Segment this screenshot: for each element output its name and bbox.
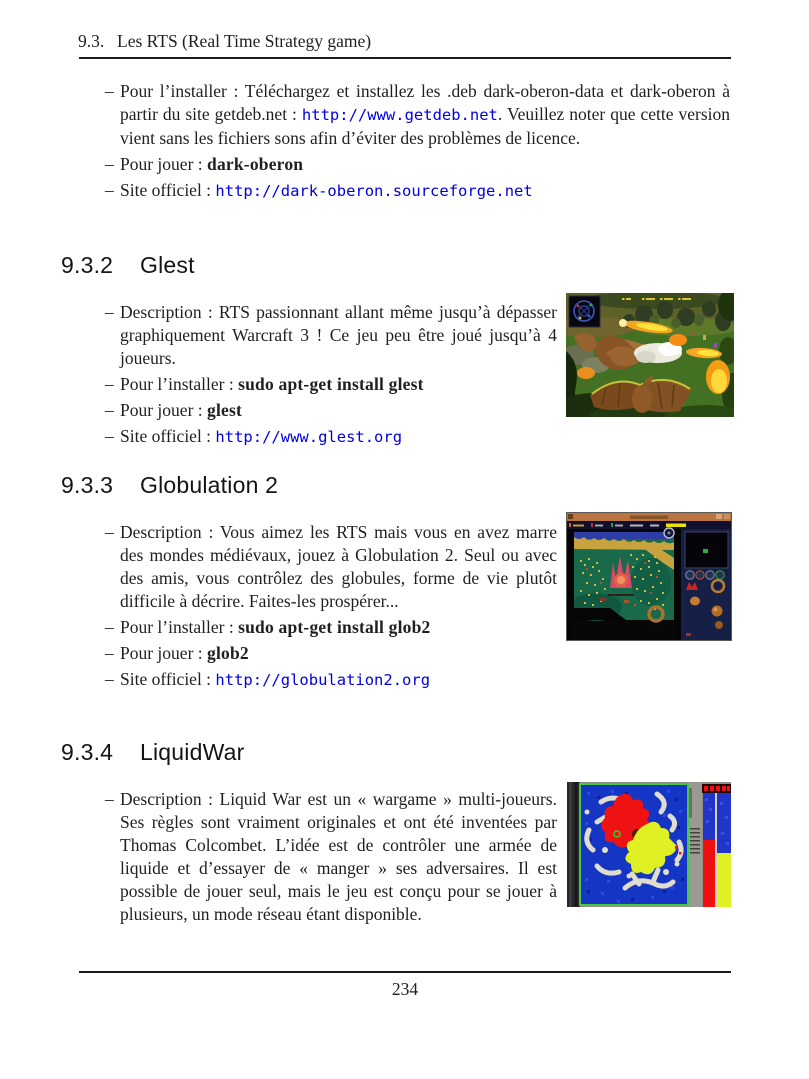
list-item [105,301,557,370]
item-text: Site officiel : [120,426,216,446]
globulation2-screenshot [566,512,732,641]
item-text: Pour l’installer : [120,374,239,394]
section-heading-globulation2 [61,472,278,498]
globulation2-list [105,521,557,695]
command-text: sudo apt-get install glest [238,374,424,394]
glest-screenshot [566,293,734,417]
dash-bullet: – [105,426,114,446]
command-text: glest [207,400,243,420]
section-title: Glest [140,252,195,278]
item-text: Description : Liquid War est un « wargame » multi-joueurs. Ses règles sont vraiment originales et ont été inventées par Thomas Colcombet. L’idée est de contrôler une armée de liquide et d’essayer de « manger » ses adversaires. Il est possible de jouer seul, mais le jeu est conçu pour se jouer à plusieurs, un mode réseau étant disponible. [120,789,557,924]
list-item [105,642,557,665]
dash-bullet: – [105,180,114,200]
glest-list [105,301,557,452]
page-number: 234 [391,979,419,999]
section-title: Globulation 2 [140,472,279,498]
section-title: LiquidWar [140,739,245,765]
dash-bullet: – [105,522,114,542]
dash-bullet: – [105,374,114,394]
dash-bullet: – [105,400,114,420]
section-number: 9.3.4 [61,739,114,765]
footer-rule [79,971,731,973]
globulation2-site-link[interactable]: http://globulation2.org [215,671,431,689]
list-item [105,373,557,396]
item-text: Description : Vous aimez les RTS mais vous en avez marre des mondes médiévaux, jouez à Globulation 2. Seul ou avec des amis, vous contrôlez des globules, forme de vie plutôt difficile à décrire. Faites-les prospérer... [120,522,557,611]
command-text: dark-oberon [207,154,304,174]
item-text: Pour l’installer : [120,617,239,637]
running-header [78,30,732,52]
list-item [105,179,730,203]
header-section-title: Les RTS (Real Time Strategy game) [117,31,372,51]
liquidwar-list [105,788,557,929]
liquidwar-screenshot [567,782,731,907]
list-item [105,788,557,926]
dash-bullet: – [105,643,114,663]
dash-bullet: – [105,669,114,689]
dash-bullet: – [105,81,114,101]
section-number: 9.3.3 [61,472,114,498]
section-heading-glest [61,252,195,278]
item-text: Site officiel : [120,669,216,689]
list-item [105,399,557,422]
dash-bullet: – [105,617,114,637]
header-rule [79,57,731,59]
item-text: Pour jouer : [120,643,208,663]
dash-bullet: – [105,302,114,322]
item-text: Site officiel : [120,180,216,200]
item-text: Pour l’installer : Téléchargez et installez les .deb dark-oberon-data et dark-oberon à partir du site getdeb.net : [120,81,730,124]
item-text: . Veuillez noter que cette version vient sans les fichiers sons afin d’éviter des problèmes de licence. [120,104,730,148]
command-text: sudo apt-get install glob2 [238,617,431,637]
list-item [105,668,557,692]
dark-oberon-list [105,80,730,206]
list-item [105,616,557,639]
glest-site-link[interactable]: http://www.glest.org [215,428,403,446]
dash-bullet: – [105,154,114,174]
list-item [105,80,730,150]
header-section-number: 9.3. [78,31,105,51]
section-number: 9.3.2 [61,252,114,278]
getdeb-link[interactable]: http://www.getdeb.net [301,106,498,124]
list-item [105,521,557,613]
command-text: glob2 [207,643,249,663]
item-text: Pour jouer : [120,400,208,420]
dark-oberon-site-link[interactable]: http://dark-oberon.sourceforge.net [215,182,533,200]
item-text: Pour jouer : [120,154,208,174]
dash-bullet: – [105,789,114,809]
section-heading-liquidwar [61,739,245,765]
list-item [105,425,557,449]
list-item [105,153,730,176]
item-text: Description : RTS passionnant allant même jusqu’à dépasser graphiquement Warcraft 3 ! Ce jeu peu être joué jusqu’à 4 joueurs. [120,302,557,368]
